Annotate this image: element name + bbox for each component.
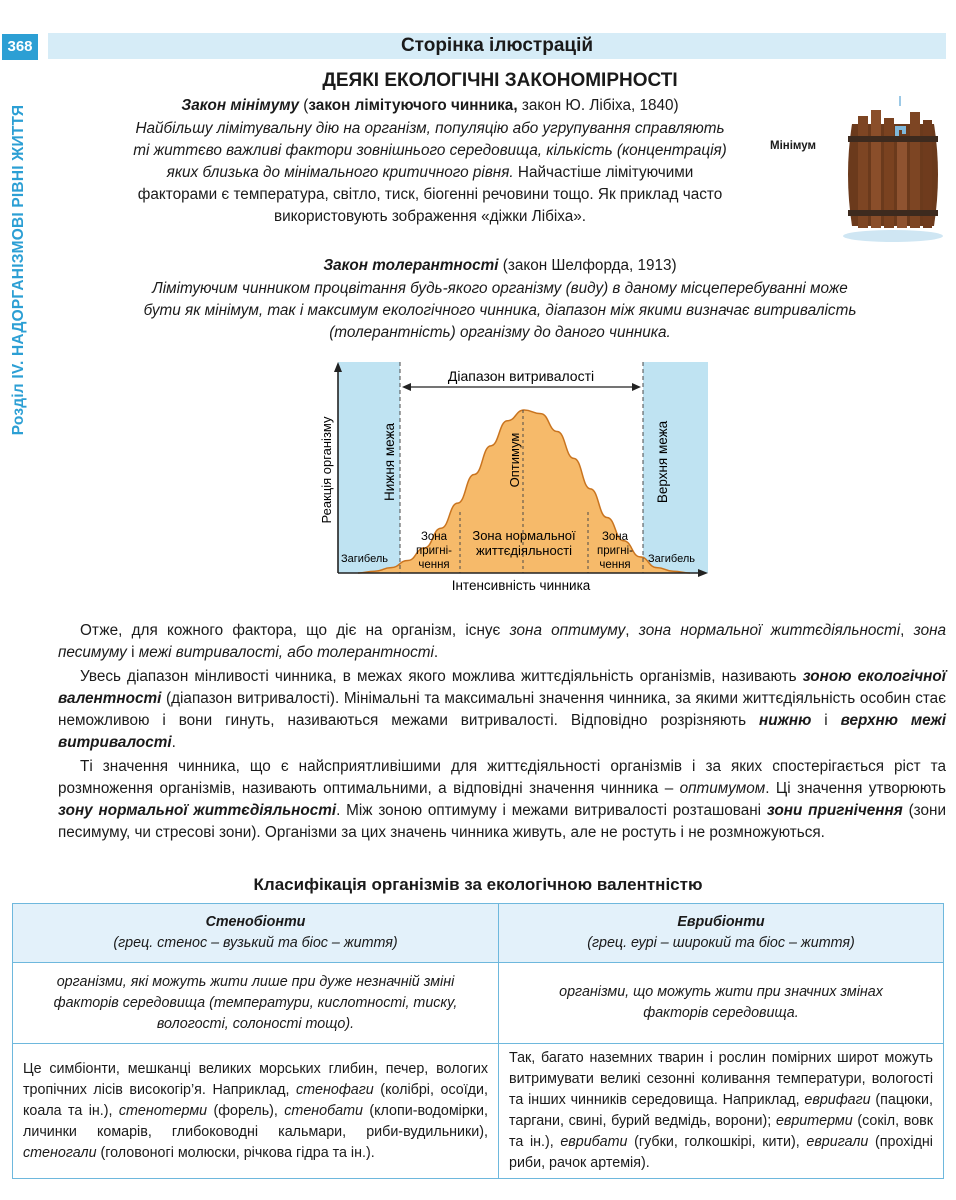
table-row-header [13, 904, 944, 963]
text-segment: зона песимуму [58, 622, 947, 661]
death-right-label: Загибель [648, 553, 695, 565]
zone-pessimum-right-3: чення [599, 559, 631, 571]
lower-limit-label: Нижня межа [382, 422, 397, 502]
law-minimum-line-5: використовують зображення «діжки Лібіха». [273, 208, 587, 225]
law-tolerance-line-2: бути як мінімум, так і максимум екологічного чинника, діапазон між якими визначає витривалість [143, 302, 857, 319]
text-segment: і [811, 712, 841, 729]
law-minimum-line-3a: яких близька до мінімального критичного рівня. [166, 164, 514, 181]
text-segment: межі витривалості, або толерантності [138, 644, 434, 661]
stenobionts-etymology: (грец. стенос – вузький та біос – життя) [113, 935, 398, 951]
zone-pessimum-left-1: Зона [420, 531, 448, 543]
law-minimum-attribution: закон Ю. Лібіха, 1840) [517, 97, 679, 114]
text-segment: . [433, 644, 439, 661]
text-segment: нижню [759, 712, 812, 729]
law-tolerance-heading [60, 255, 940, 277]
text-segment: стенобати [284, 1102, 363, 1119]
eurybionts-definition: організми, що можуть жити при значних змінах факторів середовища. [499, 963, 944, 1044]
zone-normal-2: життєдіяльності [475, 543, 573, 558]
table-row-examples [13, 1044, 944, 1179]
law-minimum-line-4: факторами є температура, світло, тиск, біогенні речовини тощо. Як приклад часто [137, 186, 723, 203]
tolerance-chart [318, 362, 708, 594]
text-segment: зона нормальної життєдіяльності [638, 622, 901, 639]
text-segment: стенотерми [118, 1102, 208, 1119]
text-segment: зони пригнічення [766, 802, 903, 819]
text-segment: зона оптимуму [509, 622, 626, 639]
page-number: 368 [2, 34, 38, 60]
text-segment: (колібрі, осоїди, коала та ін.), [23, 1081, 488, 1119]
liebig-barrel-illustration [838, 94, 948, 244]
text-segment: стеногали [23, 1144, 97, 1161]
barrel-minimum-label: Мінімум [770, 140, 817, 152]
eurybionts-etymology: (грец. еурі – широкий та біос – життя) [587, 935, 855, 951]
text-segment: . Ці значення утворюють [765, 780, 946, 797]
text-segment: (пацюки, таргани, свині, бурий ведмідь, ворони); [509, 1092, 933, 1129]
text-segment: (форель), [207, 1102, 285, 1119]
text-segment: стенофаги [296, 1081, 374, 1098]
law-minimum-line-3 [80, 162, 780, 184]
law-tolerance-attribution: (закон Шелфорда, 1913) [498, 257, 677, 274]
chart-bg-right [643, 362, 708, 573]
text-segment: і [126, 644, 139, 661]
stenobionts-definition: організми, які можуть жити лише при дуже незначній зміні факторів середовища (температури, кислотності, тиску, вологості, солоності тощо). [13, 963, 499, 1044]
law-minimum-heading: Закон мінімуму (закон лімітуючого чинника, закон Ю. Лібіха, 1840) [181, 97, 679, 114]
text-segment: еврифаги [804, 1092, 871, 1108]
law-tolerance-name: Закон толерантності [323, 257, 499, 274]
zone-normal-1: Зона нормальної [472, 528, 576, 543]
range-label: Діапазон витривалості [447, 368, 595, 384]
text-segment: зону нормальної життєдіяльності [58, 802, 337, 819]
text-segment: верхню межі витривалості [58, 712, 946, 751]
law-minimum-alt: закон лімітуючого чинника, [308, 97, 518, 114]
text-segment: (головоногі молюски, річкова гідра та ін.). [96, 1144, 375, 1161]
text-segment: . [171, 734, 176, 751]
text-segment: Увесь діапазон мінливості чинника, в межах якого можлива життєдіяльність організмів, називають [80, 668, 803, 685]
zone-pessimum-right-1: Зона [601, 531, 629, 543]
table-title: Класифікація організмів за екологічною валентністю [253, 875, 703, 894]
text-segment: Отже, для кожного фактора, що діє на організм, існує [80, 622, 510, 639]
law-minimum-line-3b: Найчастіше лімітуючими [513, 164, 694, 181]
text-segment: Так, багато наземних тварин і рослин помірних широт можуть витримувати великі сезонні коливання температури, вологості та інших чинників середовища. Наприклад, [509, 1050, 933, 1108]
upper-limit-label: Верхня межа [655, 420, 670, 504]
text-segment: зоною екологічної валентності [58, 668, 947, 707]
eurybionts-examples [499, 1044, 944, 1179]
stenobionts-name: Стенобіонти [205, 914, 306, 930]
optimum-label: Оптимум [507, 432, 522, 488]
text-segment: (зони песимуму, чи стресові зони). Організми за цих значень чинника живуть, але не ростуть і не розмножуються. [58, 802, 947, 841]
law-minimum-line-1: Найбільшу лімітувальну дію на організм, популяцію або угрупування справляють [135, 120, 725, 137]
text-segment: , [625, 622, 639, 639]
law-minimum-name: Закон мінімуму [181, 97, 300, 114]
text-segment: оптимумом [679, 780, 766, 797]
text-segment: Ті значення чинника, що є найсприятливішими для життєдіяльності організмів і за яких спостерігається ріст та розмноження організмів, називають оптимальними, а відповідні значення чинника – [58, 758, 946, 797]
eurybionts-name: Еврибіонти [677, 914, 765, 930]
text-segment: . Між зоною оптимуму і межами витривалості розташовані [336, 802, 767, 819]
table-row-definition [13, 963, 944, 1044]
law-minimum-line-2: ті життєво важливі фактори зовнішнього середовища, кількість (концентрація) [133, 142, 727, 159]
text-segment: (сокіл, вовк та ін.), [509, 1113, 933, 1150]
law-tolerance-line-1: Лімітуючим чинником процвітання будь-якого організму (виду) в даному місцеперебуванні може [152, 280, 848, 297]
zone-pessimum-left-2: пригні- [416, 545, 452, 557]
text-segment: (діапазон витривалості). Мінімальні та максимальні значення чинника, за якими життєдіяльність особин стає неможливою і вони гинуть, називаються межами витривалості. Відповідно розрізняють [58, 690, 946, 729]
page-header: Сторінка ілюстрацій [400, 35, 594, 56]
page-title: ДЕЯКІ ЕКОЛОГІЧНІ ЗАКОНОМІРНОСТІ [322, 70, 678, 91]
text-segment: (прохідні риби, рачок артемія). [509, 1134, 933, 1171]
law-tolerance-line-3: (толерантність) організму до даного чинника. [329, 324, 671, 341]
x-axis-label: Інтенсивність чинника [451, 578, 591, 593]
text-segment: евригали [806, 1134, 869, 1150]
paragraph-3 [58, 756, 946, 844]
text-segment: , [900, 622, 914, 639]
text-segment: (клопи-водомірки, личинки комарів, глибоководні кальмари, риби-вудильники), [23, 1102, 488, 1140]
text-segment: евритерми [775, 1113, 853, 1129]
zone-pessimum-left-3: чення [418, 559, 450, 571]
y-axis-label: Реакція організму [319, 416, 334, 524]
stenobionts-examples [13, 1044, 499, 1179]
classification-table [12, 903, 944, 1179]
paragraph-1 [58, 620, 946, 664]
header-eurybionts [499, 904, 944, 963]
section-label [6, 90, 32, 450]
text-segment: еврибати [560, 1134, 628, 1150]
text-segment: (губки, голкошкірі, кити), [627, 1134, 807, 1150]
paragraph-2 [58, 666, 946, 754]
header-stenobionts [13, 904, 499, 963]
text-segment: Це симбіонти, мешканці великих морських глибин, печер, вологих тропічних лісів високогір’я. Наприклад, [23, 1060, 488, 1098]
zone-pessimum-right-2: пригні- [597, 545, 633, 557]
section-label-text: Розділ IV. НАДОРГАНІЗМОВІ РІВНІ ЖИТТЯ [10, 104, 27, 436]
death-left-label: Загибель [341, 553, 388, 565]
